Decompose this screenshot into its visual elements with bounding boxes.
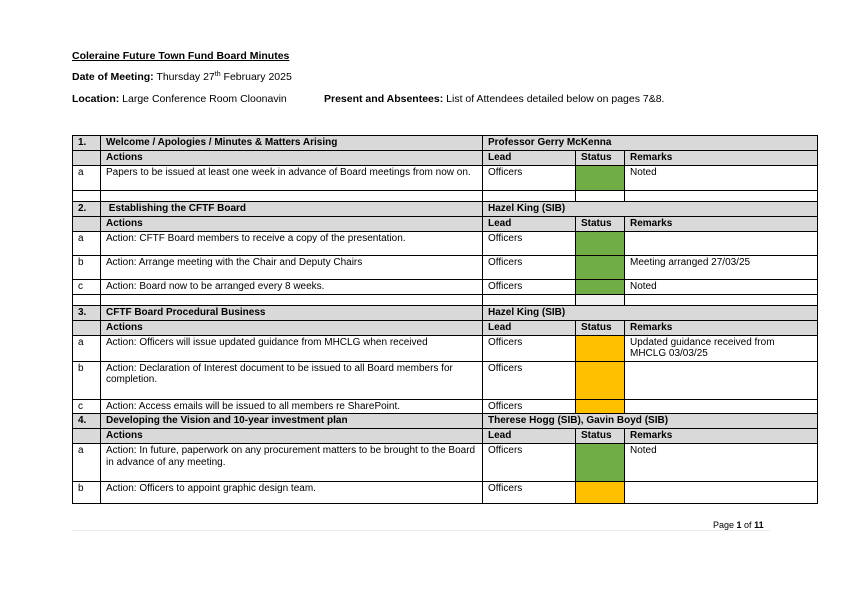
lead-header: Lead xyxy=(483,151,576,166)
page-current: 1 xyxy=(736,520,742,530)
minutes-table xyxy=(72,135,818,504)
date-value-post: February 2025 xyxy=(220,71,292,83)
column-header-row xyxy=(73,320,818,335)
section-owner: Hazel King (SIB) xyxy=(483,305,818,320)
row-lead: Officers xyxy=(483,482,576,504)
present-value: List of Attendees detailed below on pages 7&8. xyxy=(443,93,665,105)
row-lead: Officers xyxy=(483,280,576,295)
table-row xyxy=(73,335,818,361)
section-header xyxy=(73,136,818,151)
status-indicator-green xyxy=(576,444,625,482)
section-title: CFTF Board Procedural Business xyxy=(101,305,483,320)
row-lead: Officers xyxy=(483,256,576,280)
row-id: c xyxy=(73,280,101,295)
row-lead: Officers xyxy=(483,361,576,399)
table-row xyxy=(73,399,818,414)
section-owner: Professor Gerry McKenna xyxy=(483,136,818,151)
status-indicator-amber xyxy=(576,482,625,504)
section-title: Establishing the CFTF Board xyxy=(101,202,483,217)
remarks-header: Remarks xyxy=(625,320,818,335)
page-number xyxy=(713,520,764,530)
row-id: a xyxy=(73,335,101,361)
row-lead: Officers xyxy=(483,399,576,414)
date-value-sup: th xyxy=(214,71,221,78)
row-action: Action: Access emails will be issued to all members re SharePoint. xyxy=(101,399,483,414)
row-id: b xyxy=(73,361,101,399)
section-number: 4. xyxy=(73,414,101,429)
section-header xyxy=(73,414,818,429)
row-action: Action: Officers to appoint graphic design team. xyxy=(101,482,483,504)
row-remarks: Updated guidance received from MHCLG 03/03/25 xyxy=(625,335,818,361)
row-lead: Officers xyxy=(483,166,576,191)
date-label: Date of Meeting: xyxy=(72,71,154,83)
date-value-pre: Thursday 27 xyxy=(153,71,215,83)
status-indicator-green xyxy=(576,166,625,191)
row-remarks xyxy=(625,361,818,399)
row-lead: Officers xyxy=(483,232,576,256)
column-header-row xyxy=(73,429,818,444)
actions-header: Actions xyxy=(101,429,483,444)
lead-header: Lead xyxy=(483,217,576,232)
section-number: 2. xyxy=(73,202,101,217)
actions-header: Actions xyxy=(101,217,483,232)
row-remarks: Noted xyxy=(625,166,818,191)
table-row xyxy=(73,256,818,280)
row-id: a xyxy=(73,166,101,191)
table-row xyxy=(73,482,818,504)
section-header xyxy=(73,202,818,217)
section-header xyxy=(73,305,818,320)
lead-header: Lead xyxy=(483,320,576,335)
table-row xyxy=(73,232,818,256)
section-owner: Hazel King (SIB) xyxy=(483,202,818,217)
remarks-header: Remarks xyxy=(625,217,818,232)
meeting-date xyxy=(72,71,292,83)
row-action: Action: Officers will issue updated guidance from MHCLG when received xyxy=(101,335,483,361)
page-total: 11 xyxy=(754,520,764,530)
present-absentees xyxy=(324,93,664,105)
meeting-location xyxy=(72,93,665,105)
table-row xyxy=(73,361,818,399)
row-id: b xyxy=(73,256,101,280)
table-row xyxy=(73,280,818,295)
row-remarks xyxy=(625,232,818,256)
row-remarks xyxy=(625,399,818,414)
column-header-row xyxy=(73,151,818,166)
section-number: 1. xyxy=(73,136,101,151)
actions-header: Actions xyxy=(101,151,483,166)
status-indicator-amber xyxy=(576,399,625,414)
status-header: Status xyxy=(576,429,625,444)
row-action: Action: Declaration of Interest document to be issued to all Board members for completion. xyxy=(101,361,483,399)
status-indicator-amber xyxy=(576,361,625,399)
row-remarks: Noted xyxy=(625,444,818,482)
page-of: of xyxy=(741,520,755,530)
present-label: Present and Absentees: xyxy=(324,93,444,105)
remarks-header: Remarks xyxy=(625,151,818,166)
row-action: Action: CFTF Board members to receive a copy of the presentation. xyxy=(101,232,483,256)
row-action: Papers to be issued at least one week in advance of Board meetings from now on. xyxy=(101,166,483,191)
lead-header: Lead xyxy=(483,429,576,444)
actions-header: Actions xyxy=(101,320,483,335)
row-remarks: Noted xyxy=(625,280,818,295)
status-indicator-green xyxy=(576,280,625,295)
row-lead: Officers xyxy=(483,444,576,482)
spacer-row xyxy=(73,191,818,202)
status-indicator-green xyxy=(576,232,625,256)
section-title: Welcome / Apologies / Minutes & Matters Arising xyxy=(101,136,483,151)
row-action: Action: Arrange meeting with the Chair and Deputy Chairs xyxy=(101,256,483,280)
table-row xyxy=(73,166,818,191)
status-header: Status xyxy=(576,217,625,232)
section-number: 3. xyxy=(73,305,101,320)
section-title: Developing the Vision and 10-year investment plan xyxy=(101,414,483,429)
status-indicator-amber xyxy=(576,335,625,361)
row-remarks xyxy=(625,482,818,504)
row-lead: Officers xyxy=(483,335,576,361)
row-id: a xyxy=(73,444,101,482)
column-header-row xyxy=(73,217,818,232)
location-value: Large Conference Room Cloonavin xyxy=(119,93,287,105)
document-title: Coleraine Future Town Fund Board Minutes xyxy=(72,50,290,62)
location-label: Location: xyxy=(72,93,120,105)
row-action: Action: In future, paperwork on any procurement matters to be brought to the Board in advance of any meeting. xyxy=(101,444,483,482)
status-header: Status xyxy=(576,320,625,335)
section-owner: Therese Hogg (SIB), Gavin Boyd (SIB) xyxy=(483,414,818,429)
table-row xyxy=(73,444,818,482)
status-indicator-green xyxy=(576,256,625,280)
status-header: Status xyxy=(576,151,625,166)
row-id: b xyxy=(73,482,101,504)
row-id: a xyxy=(73,232,101,256)
row-action: Action: Board now to be arranged every 8 weeks. xyxy=(101,280,483,295)
spacer-row xyxy=(73,294,818,305)
remarks-header: Remarks xyxy=(625,429,818,444)
page-label: Page xyxy=(713,520,737,530)
row-remarks: Meeting arranged 27/03/25 xyxy=(625,256,818,280)
row-id: c xyxy=(73,399,101,414)
footer-divider xyxy=(72,530,770,531)
